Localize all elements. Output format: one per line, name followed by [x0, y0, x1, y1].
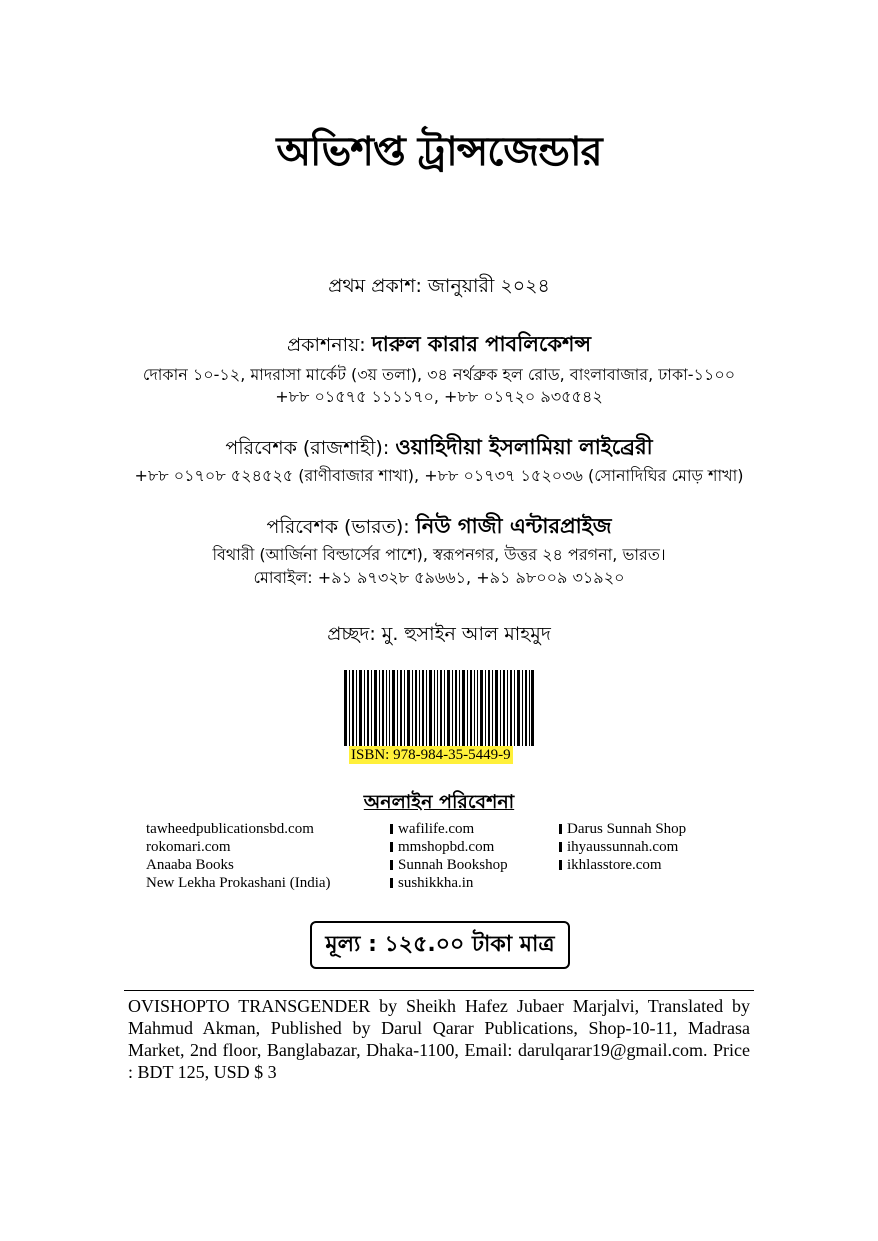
distributor-india-mobile: মোবাইল: +৯১ ৯৭৩২৮ ৫৯৬৬১, +৯১ ৯৮০০৯ ৩১৯২০: [253, 568, 625, 587]
barcode-image: [344, 670, 534, 746]
distributor-india-name: নিউ গাজী এন্টারপ্রাইজ: [415, 514, 612, 538]
colophon-text: OVISHOPTO TRANSGENDER by Sheikh Hafez Jubaer Marjalvi, Translated by Mahmud Akman, Published by Darul Qarar Publications, Shop-10-11, Madrasa Market, 2nd floor, Banglabazar, Dhaka-1100, Email: darulqarar19@gmail.com. Price : BDT 125, USD $ 3: [128, 996, 750, 1082]
bullet-icon: [559, 824, 562, 834]
list-item: sushikkha.in: [390, 874, 508, 892]
list-item: rokomari.com: [146, 839, 231, 855]
list-item: tawheedpublicationsbd.com: [146, 821, 314, 837]
list-item: ihyaussunnah.com: [559, 838, 686, 856]
price-box: মূল্য : ১২৫.০০ টাকা মাত্র: [310, 921, 570, 969]
distributor-rajshahi-line: [0, 431, 878, 466]
publisher-name: দারুল কারার পাবলিকেশন্স: [371, 332, 591, 356]
list-item: Anaaba Books: [146, 857, 234, 873]
online-column-2: [390, 820, 508, 892]
distributor-india-label: পরিবেশক (ভারত):: [266, 516, 410, 538]
list-item: wafilife.com: [390, 820, 508, 838]
distributor-rajshahi-name: ওয়াহিদীয়া ইসলামিয়া লাইব্রেরী: [395, 435, 653, 459]
online-column-1: [146, 820, 331, 892]
bullet-icon: [390, 878, 393, 888]
cover-credit: প্রচ্ছদ: মু. হুসাইন আল মাহমুদ: [327, 623, 551, 645]
bullet-icon: [559, 860, 562, 870]
bullet-icon: [559, 842, 562, 852]
list-item: Sunnah Bookshop: [390, 856, 508, 874]
distributor-india-line: [0, 510, 878, 545]
first-edition: প্রথম প্রকাশ: জানুয়ারী ২০২৪: [328, 275, 550, 297]
publisher-phones: +৮৮ ০১৫৭৫ ১১১১৭০, +৮৮ ০১৭২০ ৯৩৫৫৪২: [275, 387, 603, 406]
list-item: mmshopbd.com: [390, 838, 508, 856]
distributor-india-address: বিথারী (আর্জিনা বিল্ডার্সের পাশে), স্বরূপনগর, উত্তর ২৪ পরগনা, ভারত।: [212, 545, 666, 564]
list-item: New Lekha Prokashani (India): [146, 875, 331, 891]
bullet-icon: [390, 824, 393, 834]
distributor-rajshahi-phones: +৮৮ ০১৭০৮ ৫২৪৫২৫ (রাণীবাজার শাখা), +৮৮ ০১৭৩৭ ১৫২০৩৬ (সোনাদিঘির মোড় শাখা): [134, 466, 744, 485]
distributor-rajshahi-label: পরিবেশক (রাজশাহী):: [225, 437, 390, 459]
bullet-icon: [390, 842, 393, 852]
publisher-label: প্রকাশনায়:: [287, 334, 366, 356]
book-title: অভিশপ্ত ট্রান্সজেন্ডার: [276, 129, 602, 175]
isbn-label: ISBN: 978-984-35-5449-9: [351, 747, 511, 763]
bullet-icon: [390, 860, 393, 870]
divider: [124, 990, 754, 991]
publisher-address: দোকান ১০-১২, মাদরাসা মার্কেট (৩য় তলা), ৩৪ নর্থব্রুক হল রোড, বাংলাবাজার, ঢাকা-১১০০: [142, 365, 736, 384]
publisher-line: [0, 328, 878, 363]
online-column-3: [559, 820, 686, 874]
list-item: Darus Sunnah Shop: [559, 820, 686, 838]
list-item: ikhlasstore.com: [559, 856, 686, 874]
online-distribution-title: অনলাইন পরিবেশনা: [363, 791, 515, 813]
